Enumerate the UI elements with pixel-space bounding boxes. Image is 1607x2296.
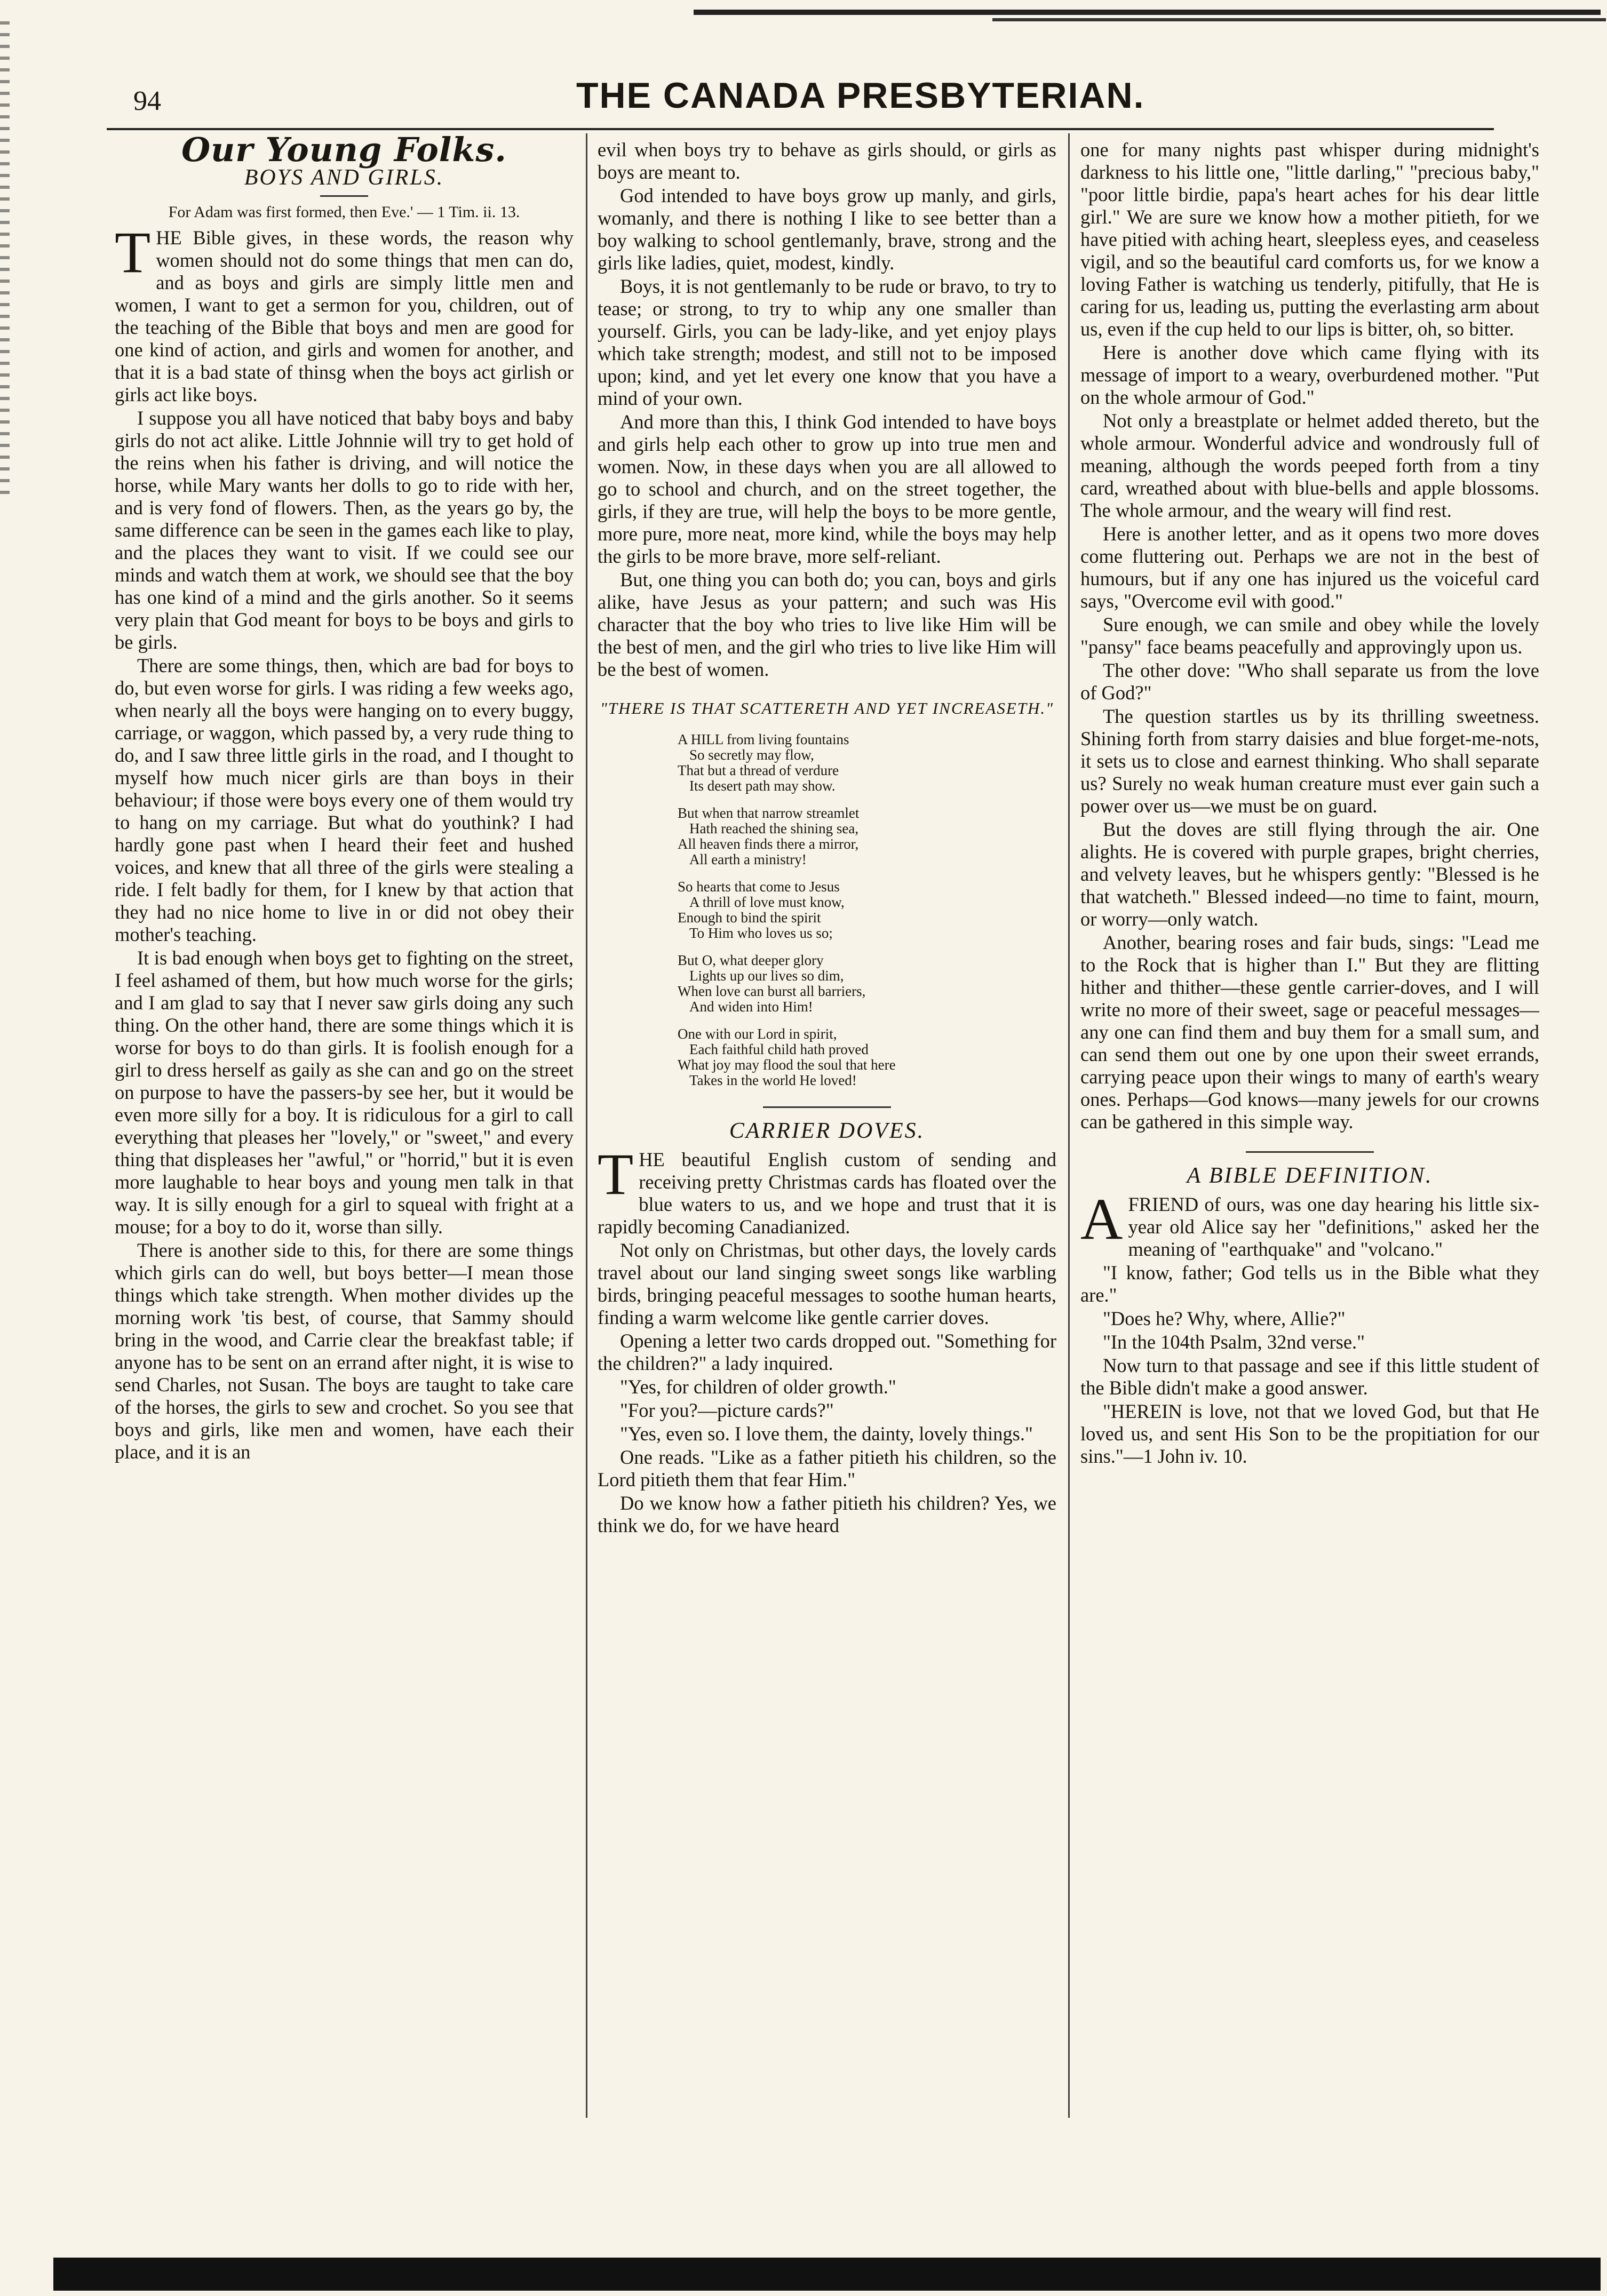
article-paragraph: One reads. "Like as a father pitieth his children, so the Lord pitieth them that fear Him." xyxy=(598,1446,1056,1490)
poem-line: A HILL from living fountains xyxy=(678,731,849,747)
article-paragraph: Here is another dove which came flying with its message of import to a weary, overburdened mother. "Put on the whole armour of God." xyxy=(1080,341,1539,408)
article-paragraph: evil when boys try to behave as girls should, or girls as boys are meant to. xyxy=(598,139,1056,183)
poem-line: Takes in the world He loved! xyxy=(689,1072,857,1088)
article-paragraph: Do we know how a father pitieth his children? Yes, we think we do, for we have heard xyxy=(598,1492,1056,1536)
poem-title: "THERE IS THAT SCATTERETH AND YET INCREASETH." xyxy=(600,699,1054,718)
article-paragraph: "I know, father; God tells us in the Bible what they are." xyxy=(1080,1262,1539,1306)
article-paragraph: God intended to have boys grow up manly, and girls, womanly, and there is nothing I like to see better than a boy walking to school gentlemanly, brave, strong and the girls like ladies, quiet, modest, kindly. xyxy=(598,185,1056,274)
poem-line: Hath reached the shining sea, xyxy=(689,820,859,836)
scan-edge-top xyxy=(694,10,1601,15)
poem-line: So hearts that come to Jesus xyxy=(678,879,840,895)
article-paragraph: Another, bearing roses and fair buds, sings: "Lead me to the Rock that is higher than I." But they are flitting hither and thither—these gentle carrier-doves, and I will write no more of their sweet, sage or peaceful messages—any one can find them and buy them for a small sum, and can send them out one by one upon their sweet errands, carrying peace upon their wings to many of earth's weary ones. Perhaps—God knows—many jewels for our crowns can be gathered in this simple way. xyxy=(1080,931,1539,1133)
column-divider-1 xyxy=(586,133,587,2118)
article-paragraph: Sure enough, we can smile and obey while the lovely "pansy" face beams peacefully and approvingly upon us. xyxy=(1080,613,1539,658)
column-3 xyxy=(1080,139,1539,1469)
poem xyxy=(598,699,1056,1088)
article-paragraph: "Yes, even so. I love them, the dainty, lovely things." xyxy=(620,1423,1033,1445)
article-paragraph: There is another side to this, for there are some things which girls can do well, but boys better—I mean those things which take strength. When mother divides up the morning work 'tis best, of course, that Sammy should bring in the wood, and Carrie clear the breakfast table; if anyone has to be sent on an errand after night, it is wise to send Charles, not Susan. The boys are taught to take care of the horses, the girls to sew and crochet. So you see that boys and girls, like men and women, have each their place, and it is an xyxy=(115,1239,574,1463)
poem-stanza xyxy=(678,732,1056,794)
article-paragraph: Now turn to that passage and see if this little student of the Bible didn't make a good answer. xyxy=(1080,1354,1539,1399)
scan-edge-top-secondary xyxy=(992,18,1606,21)
section-rule xyxy=(763,1106,891,1108)
article-paragraph: It is bad enough when boys get to fighting on the street, I feel ashamed of them, but how much worse for the girls; and I am glad to say that I never saw girls doing any such thing. On the other hand, there are some things which it is worse for boys to do than girls. It is foolish enough for a girl to dress herself as gaily as she can and go on the street on purpose to have the passers-by see her, but it would be even more silly for a boy. It is ridiculous for a girl to call everything that pleases her "lovely," or "sweet," and every thing that displeases her "awful," or "horrid," but it is even more laughable to hear boys and young men talk in that way. It is silly enough for a girl to squeal with fright at a mouse; for a boy to do it, worse than silly. xyxy=(115,947,574,1238)
column-1 xyxy=(115,130,574,1464)
closing-quotation: "HEREIN is love, not that we loved God, but that He loved us, and sent His Son to be the propitiation for our sins."—1 John iv. 10. xyxy=(1080,1400,1539,1467)
drop-cap: T xyxy=(598,1142,634,1207)
poem-line: When love can burst all barriers, xyxy=(678,983,866,999)
article-paragraph: AFRIEND of ours, was one day hearing his little six-year old Alice say her "definitions," asked her the meaning of "earthquake" and "volcano." xyxy=(1080,1186,1539,1260)
article-paragraph: Boys, it is not gentlemanly to be rude or bravo, to try to tease; or strong, to try to whip any one smaller than yourself. Girls, you can be lady-like, and yet enjoy plays which take strength; modest, and still not to be imposed upon; kind, and yet let every one know that you have a mind of your own. xyxy=(598,275,1056,409)
poem-line: Enough to bind the spirit xyxy=(678,910,821,926)
poem-stanza xyxy=(678,1026,1056,1088)
article-paragraph: But the doves are still flying through the air. One alights. He is covered with purple grapes, bright cherries, and velvety leaves, but he whispers gently: "Blessed is he that watcheth." Blessed indeed—no time to faint, mourn, or worry—only watch. xyxy=(1080,818,1539,930)
article-paragraph: "Does he? Why, where, Allie?" xyxy=(1103,1308,1346,1329)
scan-edge-bottom xyxy=(53,2258,1601,2291)
poem-stanza xyxy=(678,879,1056,941)
poem-line: What joy may flood the soul that here xyxy=(678,1057,896,1073)
poem-line: But O, what deeper glory xyxy=(678,952,824,968)
article-paragraph: And more than this, I think God intended to have boys and girls help each other to grow up into true men and women. Now, in these days when you are all allowed to go to school and church, and on the street together, the girls, if they are true, will help the boys to be more gentle, more pure, more neat, more kind, while the boys may help the girls to be more brave, more self-reliant. xyxy=(598,411,1056,567)
poem-line: All heaven finds there a mirror, xyxy=(678,836,859,852)
poem-line: Its desert path may show. xyxy=(689,778,836,794)
article-paragraph: "In the 104th Psalm, 32nd verse." xyxy=(1103,1331,1365,1353)
article-paragraph: But, one thing you can both do; you can, boys and girls alike, have Jesus as your pattern; and such was His character that the boy who tries to live like Him will be the best of men, and the girl who tries to live like Him will be the best of women. xyxy=(598,569,1056,680)
poem-line: So secretly may flow, xyxy=(689,747,814,763)
poem-stanza xyxy=(678,806,1056,867)
poem-line: Lights up our lives so dim, xyxy=(689,968,844,984)
column-divider-2 xyxy=(1068,133,1070,2118)
poem-line: To Him who loves us so; xyxy=(689,925,833,941)
page-header xyxy=(0,75,1607,123)
poem-line: All earth a ministry! xyxy=(689,851,807,867)
article-paragraph: Opening a letter two cards dropped out. "Something for the children?" a lady inquired. xyxy=(598,1330,1056,1374)
drop-cap: T xyxy=(115,220,151,285)
article-title-carrier-doves: CARRIER DOVES. xyxy=(729,1119,925,1143)
article-paragraph: "For you?—picture cards?" xyxy=(620,1399,834,1421)
masthead-title: THE CANADA PRESBYTERIAN. xyxy=(576,75,1145,116)
article-paragraph: The question startles us by its thrilling sweetness. Shining forth from starry daisies and blue forget-me-nots, it sets us to close and earnest thinking. Who shall separate us? Surely no weak human creature must ever gain such a power over us—we must be on guard. xyxy=(1080,705,1539,817)
poem-line: But when that narrow streamlet xyxy=(678,805,860,821)
page-number: 94 xyxy=(133,86,161,116)
article-paragraph: Not only a breastplate or helmet added thereto, but the whole armour. Wonderful advice and wondrously full of meaning, although the words peeped forth from a tiny card, wreathed about with blue-bells and apple blossoms. The whole armour, and the weary will find rest. xyxy=(1080,410,1539,521)
article-paragraph: Here is another letter, and as it opens two more doves come fluttering out. Perhaps we are not in the best of humours, but if any one has injured us the voiceful card says, "Overcome evil with good." xyxy=(1080,523,1539,612)
article-paragraph: THE beautiful English custom of sending and receiving pretty Christmas cards has floated over the blue waters to us, and we hope and trust that it is rapidly becoming Canadianized. xyxy=(598,1142,1056,1238)
article-paragraph: THE Bible gives, in these words, the reason why women should not do some things that men can do, and as boys and girls are simply little men and women, I want to get a sermon for you, children, out of the teaching of the Bible that boys and men are good for one kind of action, and girls and women for another, and that it is a bad state of thinsg when the boys act girlish or girls act like boys. xyxy=(115,220,574,405)
article-paragraph: one for many nights past whisper during midnight's darkness to his little one, "little darling," "precious baby," "poor little birdie, papa's heart aches for his dear little girl." We are sure we know how a mother pitieth, for we have pitied with aching heart, sleepless eyes, and ceaseless vigil, and so the beautiful card comforts us, for we know a loving Father is watching us tenderly, pitifully, that He is caring for us, leading us, putting the everlasting arm about us, even if the cup held to our lips is bitter, oh, so bitter. xyxy=(1080,139,1539,340)
article-paragraph: I suppose you all have noticed that baby boys and baby girls do not act alike. Little Johnnie will try to get hold of the reins when his father is driving, and will notice the horse, while Mary wants her dolls to go to ride with her, and is very fond of flowers. Then, as the years go by, the same difference can be seen in the games each like to play, and the places they want to visit. If we could see our minds and watch them at work, we should see that the boy has one kind of a mind and the girls another. So it seems very plain that God meant for boys to be boys and girls to be girls. xyxy=(115,407,574,653)
article-paragraph: "Yes, for children of older growth." xyxy=(620,1376,896,1398)
article-title-boys-and-girls: BOYS AND GIRLS. xyxy=(244,165,444,190)
article-paragraph: Not only on Christmas, but other days, the lovely cards travel about our land singing sweet songs like warbling birds, bringing peaceful messages to soothe human hearts, finding a warm welcome like gentle carrier doves. xyxy=(598,1239,1056,1328)
poem-line: One with our Lord in spirit, xyxy=(678,1026,837,1042)
poem-line: A thrill of love must know, xyxy=(689,894,845,910)
poem-line: And widen into Him! xyxy=(689,999,813,1015)
department-heading: Our Young Folks. xyxy=(181,130,507,169)
article-paragraph: The other dove: "Who shall separate us from the love of God?" xyxy=(1080,659,1539,704)
poem-line: That but a thread of verdure xyxy=(678,762,839,778)
column-2 xyxy=(598,139,1056,1538)
poem-line: Each faithful child hath proved xyxy=(689,1041,869,1057)
title-rule xyxy=(320,195,368,197)
poem-stanza xyxy=(678,953,1056,1015)
epigraph: For Adam was first formed, then Eve.' — 1 Tim. ii. 13. xyxy=(168,203,520,221)
section-rule xyxy=(1246,1151,1374,1153)
article-paragraph: There are some things, then, which are bad for boys to do, but even worse for girls. I was riding a few weeks ago, when nearly all the boys were hanging on to every buggy, carriage, or waggon, which passed by, a very rude thing to do, and I saw three little girls in the road, and I thought to myself how much nicer girls are than boys in their behaviour; if those were boys every one of them would try to hang on my carriage. But what do youthink? I had hardly gone past when I heard their feet and hushed voices, and knew that all three of the girls were stealing a ride. I felt badly for them, for I knew by that action that they had no nice home to live in or did not obey their mother's teaching. xyxy=(115,655,574,945)
drop-cap: A xyxy=(1080,1186,1123,1251)
article-title-bible-definition: A BIBLE DEFINITION. xyxy=(1187,1163,1433,1188)
